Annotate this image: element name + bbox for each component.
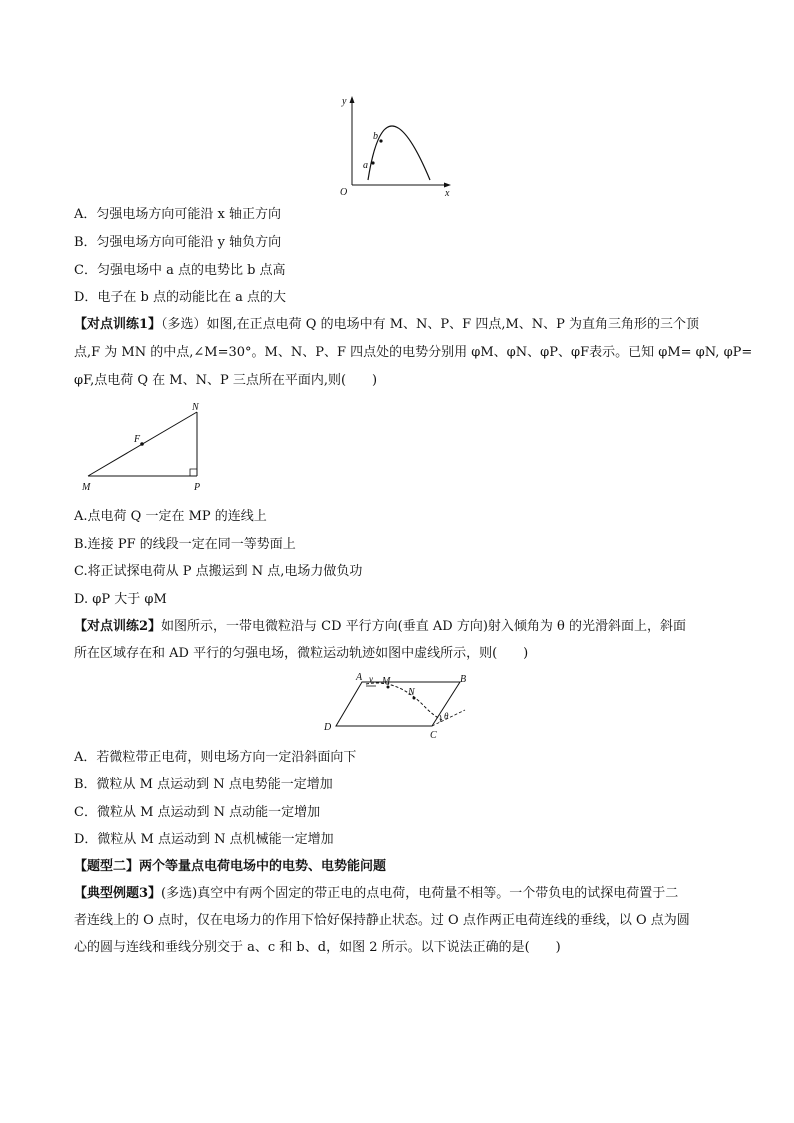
example3-line1: 【典型例题3】(多选)真空中有两个固定的带正电的点电荷，电荷量不相等。一个带负电的试探电荷置于二 — [74, 886, 679, 901]
train1-option-c: C.将正试探电荷从 P 点搬运到 N 点,电场力做负功 — [74, 564, 363, 579]
q1-option-a: A．匀强电场方向可能沿 x 轴正方向 — [74, 207, 281, 222]
y-axis-arrow — [350, 96, 355, 103]
train1-option-b: B.连接 PF 的线段一定在同一等势面上 — [74, 537, 296, 552]
example3-line3: 心的圆与连线和垂线分别交于 a、c 和 b、d，如图 2 所示。以下说法正确的是( ) — [74, 940, 561, 955]
train1-line1: 【对点训练1】（多选）如图,在正点电荷 Q 的电场中有 M、N、P、F 四点,M、N、P 为直角三角形的三个顶 — [74, 317, 700, 332]
train1-tag: 【对点训练1】 — [74, 317, 162, 332]
q1-option-d: D．电子在 b 点的动能比在 a 点的大 — [74, 290, 287, 305]
figure-inclined-plane — [318, 668, 473, 740]
label-m: M — [82, 482, 91, 493]
right-angle-mark — [190, 469, 197, 476]
label-n: N — [408, 687, 415, 698]
x-axis-label: x — [445, 188, 450, 199]
example3-line2: 者连线上的 O 点时，仅在电场力的作用下恰好保持静止状态。过 O 点作两正电荷连线的垂线，以 O 点为圆 — [74, 913, 690, 928]
label-d: D — [324, 722, 332, 733]
y-axis-label: y — [342, 96, 347, 107]
train2-line2: 所在区域存在和 AD 平行的匀强电场，微粒运动轨迹如图中虚线所示，则( ) — [74, 646, 529, 661]
point-f-dot — [140, 442, 144, 446]
point-b-label: b — [373, 131, 378, 142]
q1-option-b: B．匀强电场方向可能沿 y 轴负方向 — [74, 235, 282, 250]
point-a-dot — [371, 161, 374, 164]
label-v: v — [369, 674, 373, 684]
train2-option-d: D．微粒从 M 点运动到 N 点机械能一定增加 — [74, 832, 334, 847]
origin-label: O — [340, 187, 348, 198]
trajectory-dashed — [366, 683, 442, 720]
point-b-dot — [379, 139, 382, 142]
train2-line1: 【对点训练2】如图所示，一带电微粒沿与 CD 平行方向(垂直 AD 方向)射入倾角为 θ 的光滑斜面上，斜面 — [74, 619, 686, 634]
label-c: C — [430, 730, 437, 740]
train1-option-d: D. φP 大于 φM — [74, 592, 167, 607]
label-n: N — [192, 402, 199, 413]
train2-option-a: A．若微粒带正电荷，则电场方向一定沿斜面向下 — [74, 750, 357, 765]
train1-line3: φF,点电荷 Q 在 M、N、P 三点所在平面内,则( ) — [74, 373, 378, 388]
figure-parabola-graph — [335, 92, 460, 200]
point-a-label: a — [363, 160, 368, 171]
train1-line2: 点,F 为 MN 的中点,∠M=30°。M、N、P、F 四点处的电势分别用 φM、φN、φP、φF表示。已知 φM= φN, φP= — [74, 345, 753, 360]
label-p: P — [194, 482, 201, 493]
label-m: M — [382, 676, 391, 687]
train2-option-c: C．微粒从 M 点运动到 N 点动能一定增加 — [74, 805, 321, 820]
label-f: F — [134, 434, 141, 445]
example3-tag: 【典型例题3】 — [74, 886, 162, 901]
train2-option-b: B．微粒从 M 点运动到 N 点电势能一定增加 — [74, 777, 333, 792]
x-axis-arrow — [444, 183, 451, 188]
section2-heading: 【题型二】两个等量点电荷电场中的电势、电势能问题 — [74, 859, 387, 874]
label-theta: θ — [444, 711, 449, 721]
train2-tag: 【对点训练2】 — [74, 619, 162, 634]
train1-option-a: A.点电荷 Q 一定在 MP 的连线上 — [74, 509, 267, 524]
label-a: A — [356, 672, 363, 683]
figure-right-triangle — [74, 402, 214, 494]
q1-option-c: C．匀强电场中 a 点的电势比 b 点高 — [74, 263, 286, 278]
label-b: B — [460, 674, 467, 685]
